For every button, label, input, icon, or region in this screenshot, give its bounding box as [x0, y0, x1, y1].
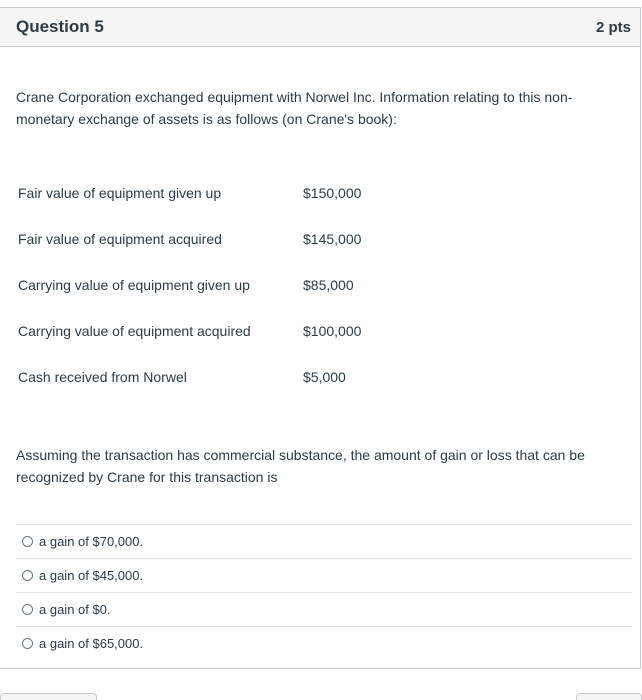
fact-row	[18, 319, 438, 365]
question-intro: Crane Corporation exchanged equipment with Norwel Inc. Information relating to this non-monetary exchange of assets is as follows (on Crane's book):	[16, 89, 573, 127]
fact-row	[18, 273, 438, 319]
radio-button[interactable]	[22, 604, 33, 615]
question-prompt: Assuming the transaction has commercial substance, the amount of gain or loss that can be recognized by Crane for this transaction is	[16, 447, 585, 485]
answer-label: a gain of $45,000.	[39, 568, 144, 583]
radio-button[interactable]	[22, 536, 33, 547]
fact-row	[18, 365, 438, 411]
fact-value: $150,000	[303, 185, 362, 201]
answer-option-4[interactable]	[16, 626, 632, 660]
fact-value: $145,000	[303, 231, 362, 247]
previous-button-edge[interactable]	[0, 693, 97, 700]
radio-button[interactable]	[22, 638, 33, 649]
answer-list	[16, 524, 632, 660]
fact-label: Fair value of equipment acquired	[18, 231, 222, 247]
answer-option-1[interactable]	[16, 524, 632, 558]
fact-value: $5,000	[303, 369, 346, 385]
question-title: Question 5	[16, 17, 104, 36]
answer-option-2[interactable]	[16, 558, 632, 592]
fact-value: $100,000	[303, 323, 362, 339]
fact-label: Cash received from Norwel	[18, 369, 187, 385]
fact-label: Carrying value of equipment given up	[18, 277, 250, 293]
facts-table	[18, 181, 438, 411]
answer-option-3[interactable]	[16, 592, 632, 626]
fact-value: $85,000	[303, 277, 354, 293]
next-button-edge[interactable]	[576, 693, 642, 700]
question-header	[0, 8, 640, 47]
fact-row	[18, 227, 438, 273]
fact-row	[18, 181, 438, 227]
answer-label: a gain of $65,000.	[39, 636, 144, 651]
answer-label: a gain of $70,000.	[39, 534, 144, 549]
fact-label: Fair value of equipment given up	[18, 185, 222, 201]
answer-label: a gain of $0.	[39, 602, 111, 617]
question-card	[0, 7, 641, 669]
question-points: 2 pts	[595, 18, 631, 36]
fact-label: Carrying value of equipment acquired	[18, 323, 251, 339]
radio-button[interactable]	[22, 570, 33, 581]
